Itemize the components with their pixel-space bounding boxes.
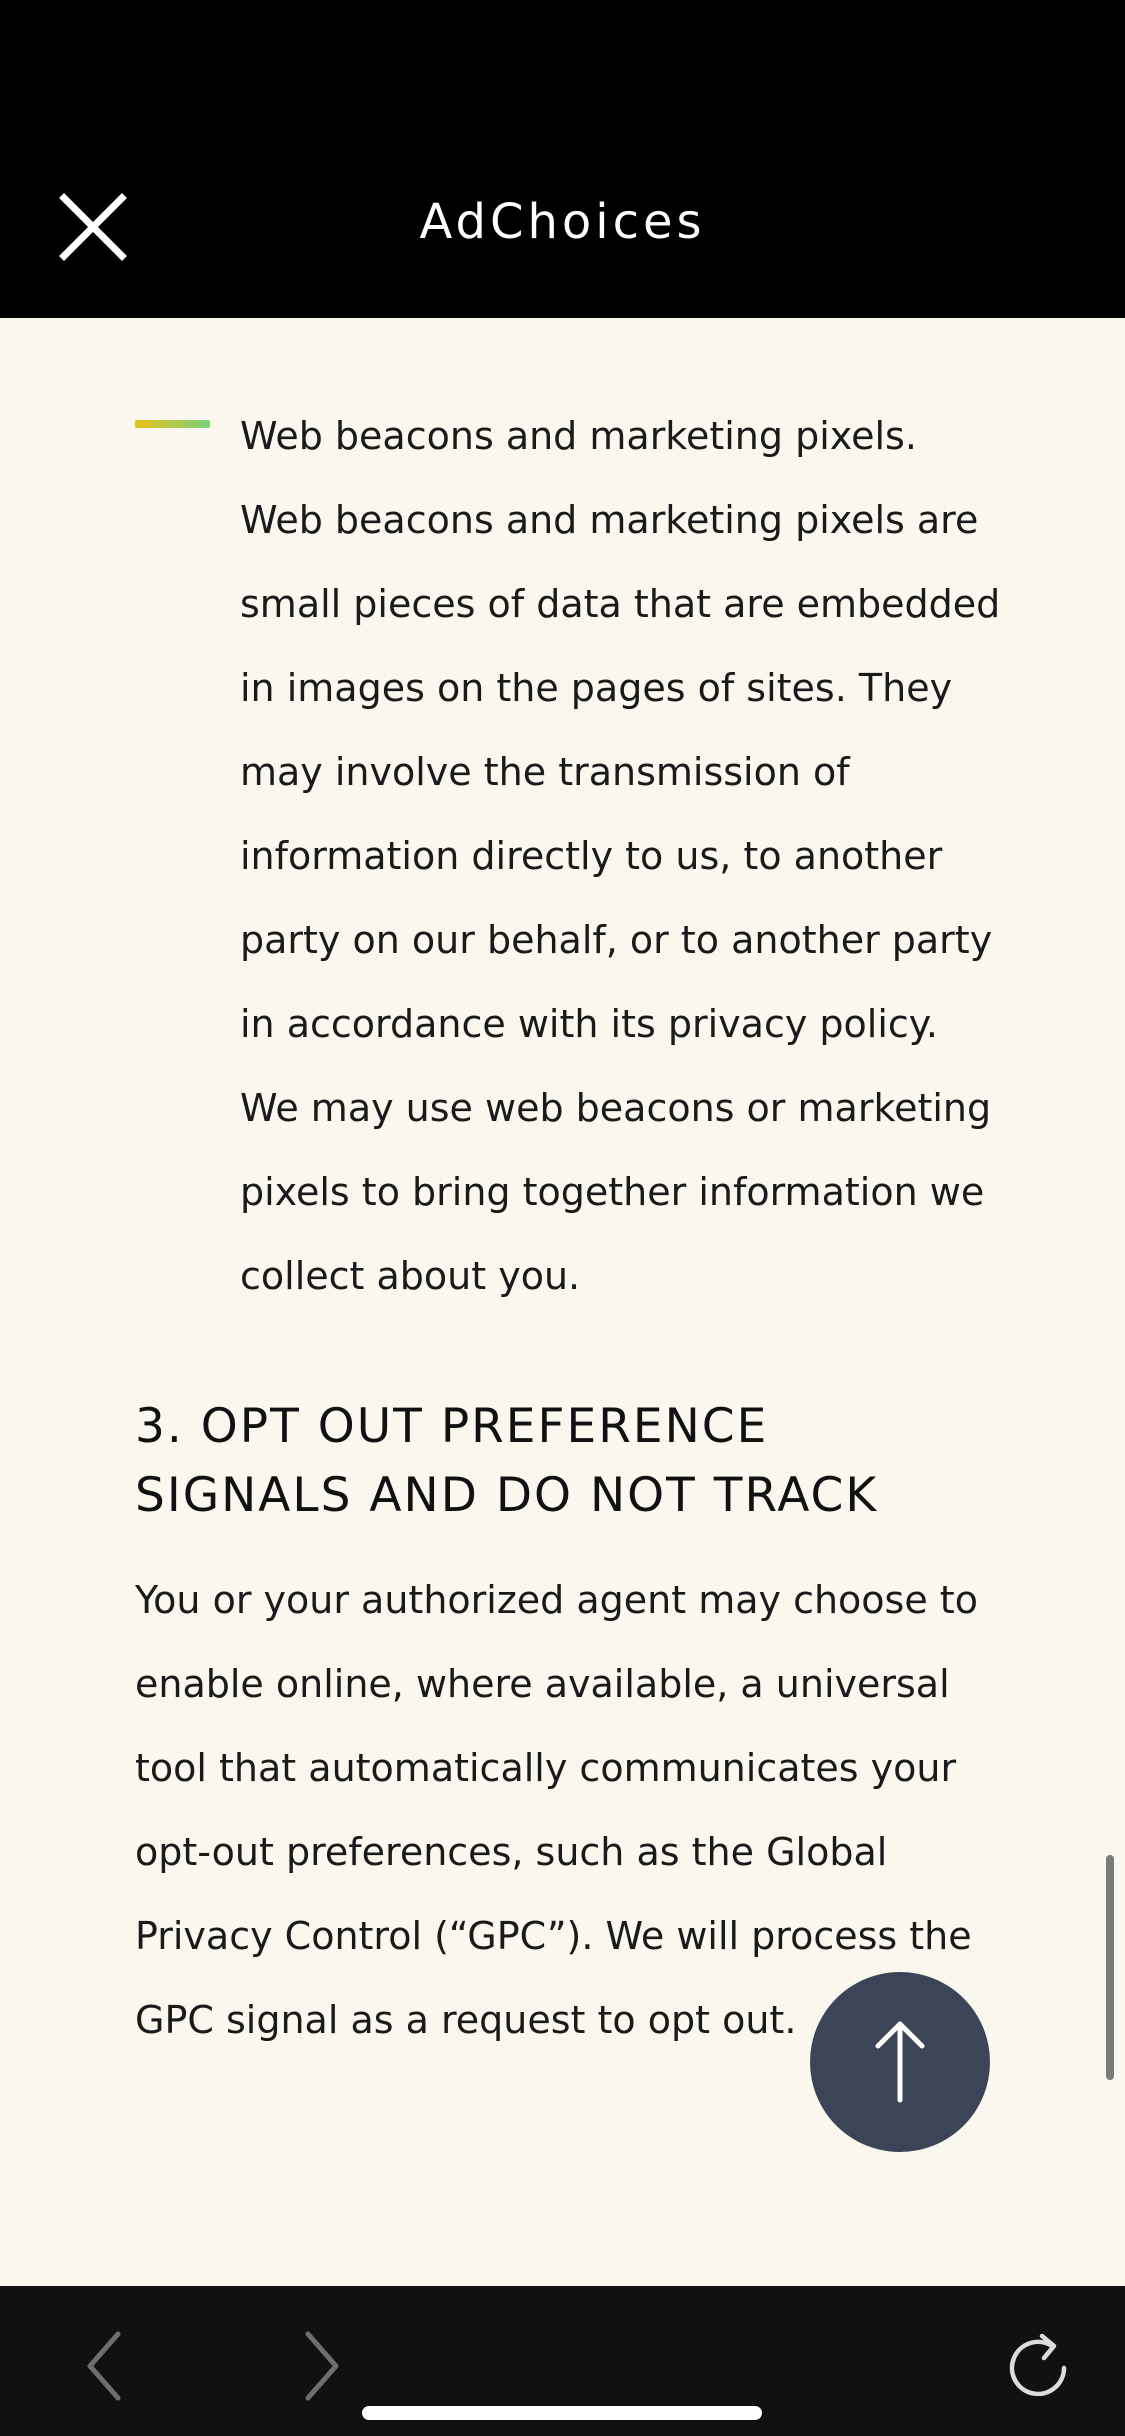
chevron-left-icon: [80, 2326, 130, 2406]
browser-toolbar: [0, 2286, 1125, 2436]
scroll-to-top-button[interactable]: [810, 1972, 990, 2152]
arrow-up-icon: [810, 1972, 990, 2152]
chevron-right-icon: [296, 2326, 346, 2406]
reload-icon: [1006, 2328, 1076, 2404]
app-header: [0, 0, 1125, 318]
forward-button[interactable]: [296, 2326, 346, 2410]
bullet-marker: [135, 420, 210, 428]
back-button[interactable]: [80, 2326, 130, 2410]
reload-button[interactable]: [1006, 2328, 1076, 2408]
home-indicator: [362, 2406, 762, 2420]
content-area[interactable]: [0, 318, 1125, 2286]
section-heading: 3. OPT OUT PREFERENCE SIGNALS AND DO NOT TRACK: [135, 1399, 879, 1523]
section-paragraph: You or your authorized agent may choose to enable online, where available, a universal tool that automatically communicates your opt-out preferences, such as the Global Privacy Control (“GPC”). We will process the GPC signal as a request to opt out.: [135, 1578, 978, 2042]
bullet-item-web-beacons: Web beacons and marketing pixels. Web beacons and marketing pixels are small pieces of data that are embedded in images on the pages of sites. They may involve the transmission of information directly to us, to another party on our behalf, or to another party in accordance with its privacy policy. We may use web beacons or marketing pixels to bring together information we collect about you.: [240, 414, 1001, 1298]
page-title: AdChoices: [419, 194, 706, 250]
scrollbar[interactable]: [1106, 1855, 1114, 2080]
